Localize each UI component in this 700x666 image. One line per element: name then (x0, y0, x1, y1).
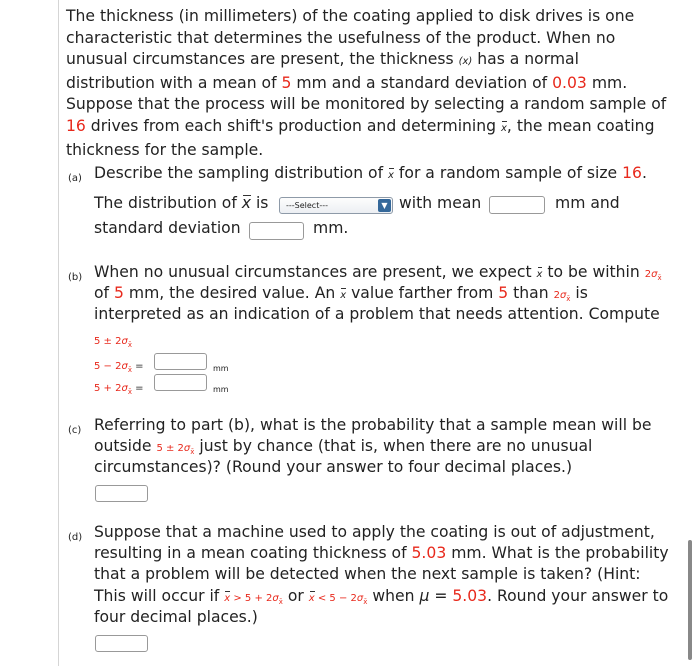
x-symbol: (x) (458, 56, 473, 68)
lower-limit-input[interactable] (154, 353, 207, 370)
sd-value: 0.03 (552, 73, 587, 92)
std-dev-input[interactable] (249, 222, 304, 240)
mean-value: 5 (281, 73, 292, 92)
intro-line-1: The thickness (in millimeters) of the coating applied to disk drives is one (66, 7, 635, 25)
intro-line-5: Suppose that the process will be monitored by selecting a random sample of (66, 95, 667, 114)
part-c (68, 415, 688, 510)
part-c-label: (c) (68, 425, 82, 436)
part-d (68, 522, 688, 662)
part-d-line-4: This will occur if $x > 5 + 2\sigma_{x̄}$ or $x < 5 - 2\sigma_{x̄}$ when μ = 5.03. Round your answer to (94, 586, 694, 614)
part-b-line-1: When no unusual circumstances are present, we expect x to be within $2\sigma_{x̄}$ (94, 262, 694, 290)
part-b-label: (b) (68, 272, 83, 283)
sample-size: 16 (66, 116, 86, 135)
upper-limit-unit: mm (213, 385, 229, 394)
chevron-down-icon: ▼ (378, 199, 391, 212)
question-panel (58, 0, 690, 666)
part-d-line-3: that a problem will be detected when the next sample is taken? (Hint: (94, 565, 641, 583)
mean-input[interactable] (489, 196, 545, 214)
upper-limit-input[interactable] (154, 374, 207, 391)
problem-intro (66, 6, 686, 161)
lower-limit-unit: mm (213, 364, 229, 373)
part-d-line-5: four decimal places.) (94, 608, 258, 626)
distribution-select[interactable]: ---Select--- ▼ (279, 197, 393, 214)
probability-detect-input[interactable] (95, 635, 148, 652)
lower-limit-expression: $5 - 2\sigma_{x̄}$ = (94, 361, 144, 374)
probability-outside-input[interactable] (95, 485, 148, 502)
xbar-symbol: x (501, 118, 507, 140)
part-b-line-2: of 5 mm, the desired value. An x value farther from 5 than $2\sigma_{x̄}$ is (94, 283, 694, 311)
mm-label: mm. (313, 219, 349, 237)
part-c-line-2: outside $5 \pm 2\sigma_{x̄}$ just by chance (that is, when there are no unusual (94, 437, 593, 456)
part-a-distribution-row: The distribution of x is (94, 193, 694, 215)
intro-line-6: 16 drives from each shift's production and determining x, the mean coating (66, 116, 686, 140)
part-d-line-1: Suppose that a machine used to apply the coating is out of adjustment, (94, 523, 655, 541)
part-b-line-3: interpreted as an indication of a problem that needs attention. Compute (94, 305, 660, 323)
intro-line-4: distribution with a mean of 5 mm and a standard deviation of 0.03 mm. (66, 73, 628, 92)
scrollbar[interactable] (688, 540, 692, 660)
range-expression: $5 \pm 2\sigma_{x̄}$ (94, 336, 132, 349)
with-mean-label: with mean (399, 194, 482, 212)
part-b (68, 262, 688, 402)
intro-line-7: thickness for the sample. (66, 140, 264, 159)
mm-and-label: mm and (555, 194, 620, 212)
part-a (68, 163, 688, 243)
part-d-label: (d) (68, 532, 83, 543)
intro-line-3: unusual circumstances are present, the thickness (x) has a normal (66, 50, 579, 69)
part-a-label: (a) (68, 173, 82, 184)
part-d-line-2: resulting in a mean coating thickness of 5.03 mm. What is the probability (94, 544, 669, 562)
part-c-line-3: circumstances)? (Round your answer to four decimal places.) (94, 458, 573, 476)
part-c-line-1: Referring to part (b), what is the probability that a sample mean will be (94, 416, 652, 434)
part-a-question: Describe the sampling distribution of x for a random sample of size 16. (94, 163, 694, 187)
intro-line-2: characteristic that determines the usefulness of the product. When no (66, 28, 616, 47)
std-dev-label: standard deviation (94, 219, 241, 237)
upper-limit-expression: $5 + 2\sigma_{x̄}$ = (94, 383, 144, 396)
